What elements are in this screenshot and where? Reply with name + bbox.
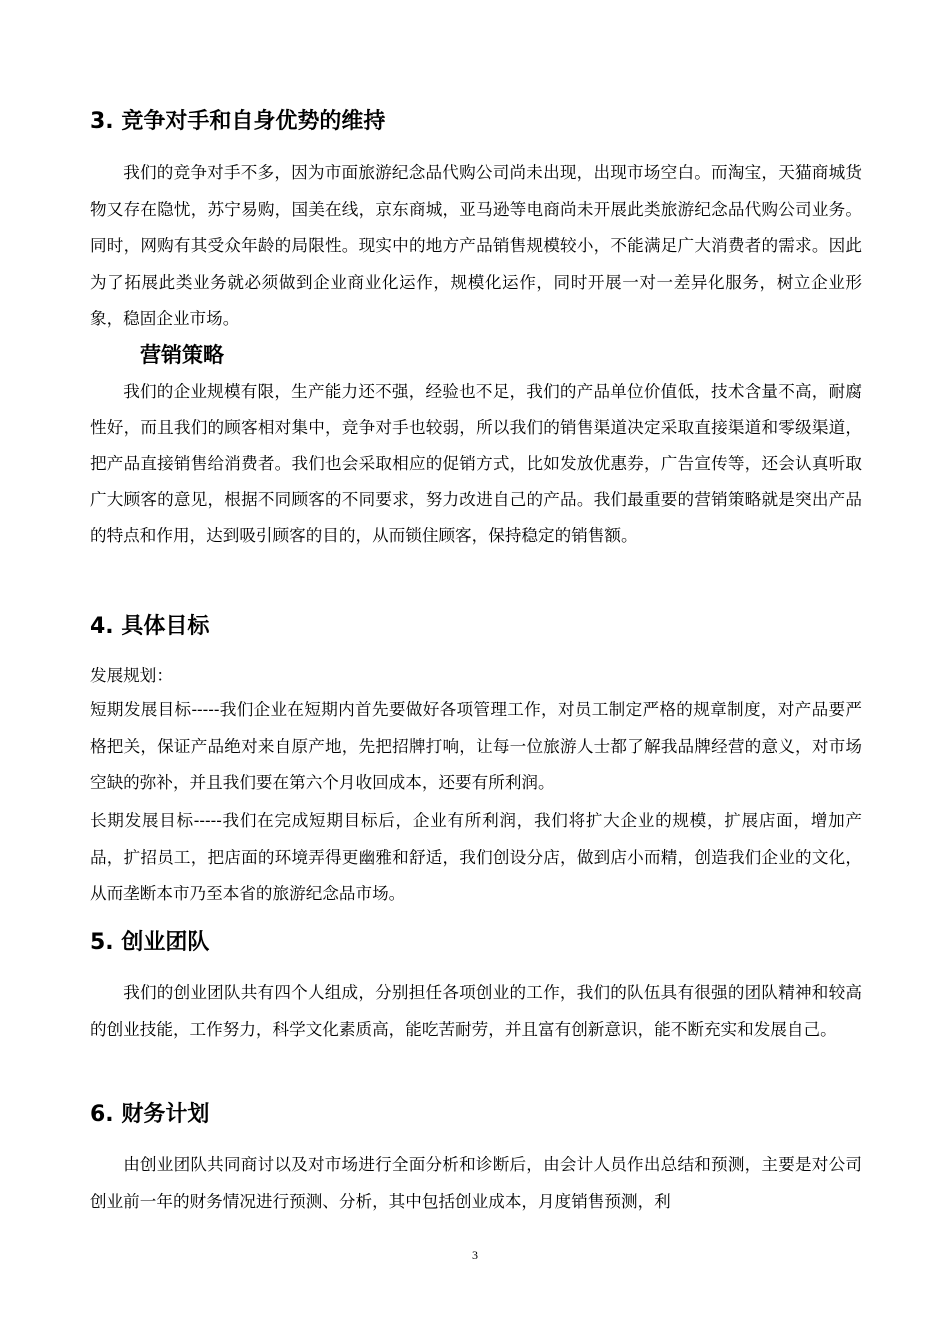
- section-3-paragraph: 我们的竞争对手不多，因为市面旅游纪念品代购公司尚未出现，出现市场空白。而淘宝，天猫商城货物又存在隐忧，苏宁易购，国美在线，京东商城，亚马逊等电商尚未开展此类旅游纪念品代购公司业务。同时，网购有其受众年龄的局限性。现实中的地方产品销售规模较小，不能满足广大消费者的需求。因此为了拓展此类业务就必须做到企业商业化运作，规模化运作，同时开展一对一差异化服务，树立企业形象，稳固企业市场。: [90, 163, 862, 328]
- section-5-paragraph: 我们的创业团队共有四个人组成，分别担任各项创业的工作，我们的队伍具有很强的团队精神和较高的创业技能，工作努力，科学文化素质高，能吃苦耐劳，并且富有创新意识，能不断充实和发展自己。: [90, 983, 862, 1039]
- development-plan-label: 发展规划：: [90, 666, 173, 685]
- short-term-goal: 短期发展目标-----我们企业在短期内首先要做好各项管理工作，对员工制定严格的规章制度，对产品要严格把关，保证产品绝对来自原产地，先把招牌打响，让每一位旅游人士都了解我品牌经营的意义，对市场空缺的弥补，并且我们要在第六个月收回成本，还要有所利润。: [90, 700, 862, 792]
- section-3-heading: 3. 竞争对手和自身优势的维持: [90, 109, 386, 134]
- section-4-heading: 4. 具体目标: [90, 614, 210, 639]
- marketing-strategy-heading: 营销策略: [140, 343, 224, 367]
- section-5-heading: 5. 创业团队: [90, 930, 210, 955]
- marketing-strategy-paragraph: 我们的企业规模有限，生产能力还不强，经验也不足，我们的产品单位价值低，技术含量不高，耐腐性好，而且我们的顾客相对集中，竞争对手也较弱，所以我们的销售渠道决定采取直接渠道和零级渠道，把产品直接销售给消费者。我们也会采取相应的促销方式，比如发放优惠券，广告宣传等，还会认真听取广大顾客的意见，根据不同顾客的不同要求，努力改进自己的产品。我们最重要的营销策略就是突出产品的特点和作用，达到吸引顾客的目的，从而锁住顾客，保持稳定的销售额。: [90, 382, 862, 545]
- section-6-paragraph: 由创业团队共同商讨以及对市场进行全面分析和诊断后，由会计人员作出总结和预测，主要是对公司创业前一年的财务情况进行预测、分析，其中包括创业成本，月度销售预测，利: [90, 1155, 862, 1211]
- long-term-goal: 长期发展目标-----我们在完成短期目标后，企业有所利润，我们将扩大企业的规模，扩展店面，增加产品，扩招员工，把店面的环境弄得更幽雅和舒适，我们创设分店，做到店小而精，创造我们企业的文化，从而垄断本市乃至本省的旅游纪念品市场。: [90, 811, 862, 903]
- page-number: 3: [472, 1248, 478, 1262]
- section-6-heading: 6. 财务计划: [90, 1102, 210, 1127]
